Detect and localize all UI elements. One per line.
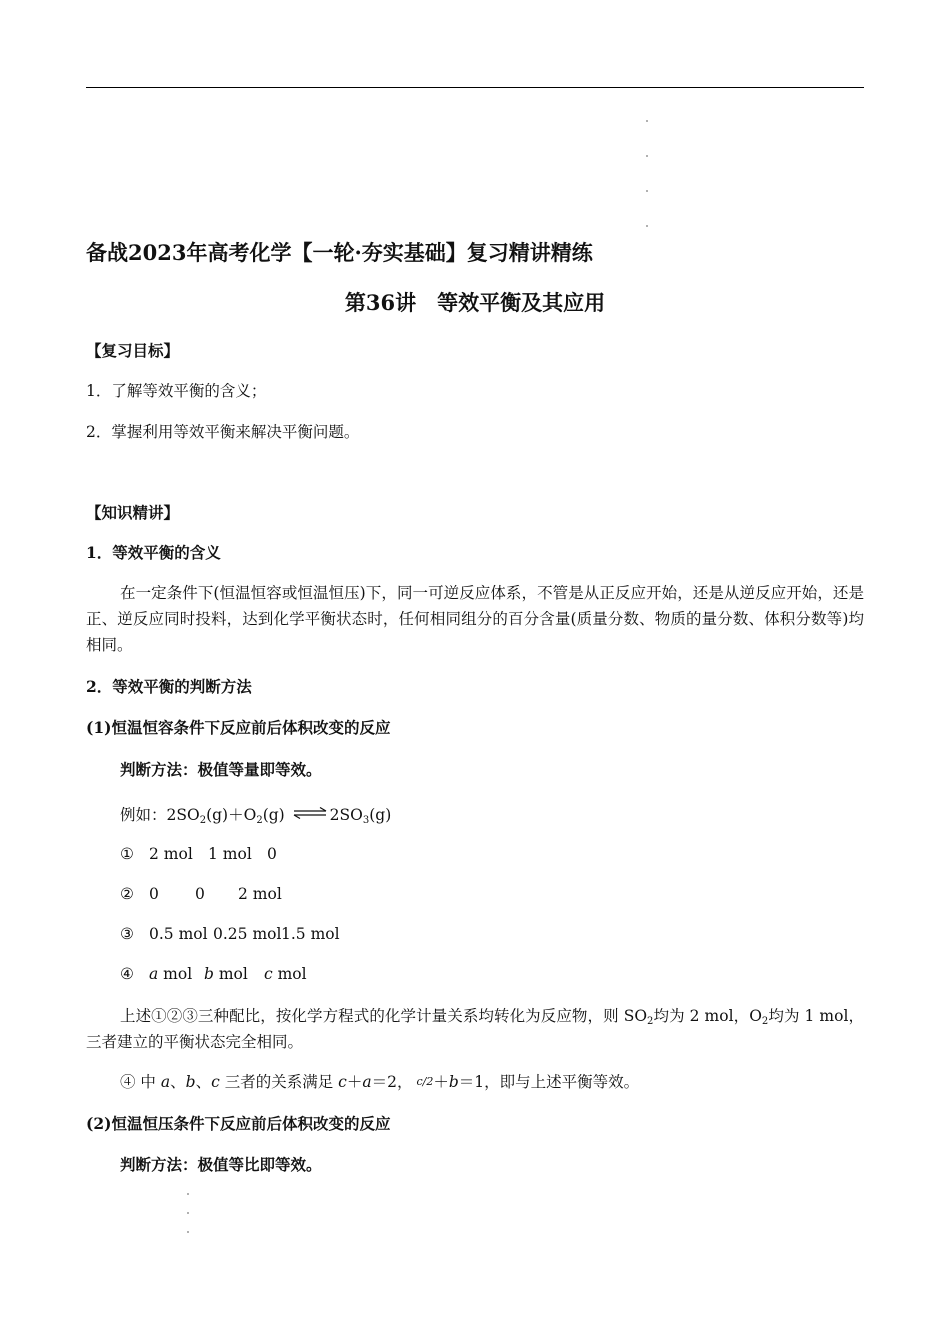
row-mark: ① (120, 845, 134, 863)
unit: mol (158, 965, 193, 983)
subscript: 2 (761, 1016, 769, 1027)
review-goals-heading: 【复习目标】 (86, 341, 180, 360)
eq-term: (g) (369, 806, 392, 824)
text: ＝1，即与上述平衡等效。 (458, 1073, 640, 1091)
conclusion-text: 上述①②③三种配比，按化学方程式的化学计量关系均转化为反应物，则 SO (120, 1007, 648, 1025)
ratio-row (120, 963, 307, 985)
var-c: c (211, 1073, 220, 1091)
section-1-heading: 1．等效平衡的含义 (86, 543, 221, 562)
var-a: a (160, 1073, 171, 1091)
subscript: 2 (647, 1016, 654, 1027)
var-a: a (149, 965, 159, 983)
text: ＝2， (371, 1073, 413, 1091)
amount-o2: 0.25 mol (213, 925, 282, 943)
decor-dot (187, 1212, 189, 1214)
var-b: b (185, 1073, 196, 1091)
decor-dot (187, 1231, 189, 1233)
goal-item: 1．了解等效平衡的含义； (86, 382, 267, 400)
eq-term: 2SO (329, 806, 363, 824)
goal-item: 2．掌握利用等效平衡来解决平衡问题。 (86, 423, 360, 441)
section-2b-method: 判断方法：极值等比即等效。 (120, 1155, 322, 1174)
conclusion-text: 均为 1 mol，三者建立的平衡状态完全相同。 (86, 1007, 864, 1051)
ratio-row (120, 883, 282, 905)
row-mark: ② (120, 885, 134, 903)
unit: mol (213, 965, 248, 983)
decor-dot (646, 190, 648, 192)
amount-o2: 0 (195, 885, 205, 903)
var-c: c (338, 1073, 347, 1091)
decor-dot (187, 1193, 189, 1195)
amount-o2: 1 mol (208, 845, 252, 863)
decor-dot (646, 120, 648, 122)
amount-so3: 2 mol (238, 885, 282, 903)
section-1-paragraph: 在一定条件下(恒温恒容或恒温恒压)下，同一可逆反应体系，不管是从正反应开始，还是从逆反应开始，还是正、逆反应同时投料，达到化学平衡状态时，任何相同组分的百分含量(质量分数、物质的量分数、体积分数等)均相同。 (86, 584, 864, 654)
text: ＋ (433, 1073, 449, 1091)
amount-so2: 2 mol (149, 845, 193, 863)
conclusion-text: 均为 2 mol，O (653, 1007, 762, 1025)
eq-term: 2SO (166, 806, 200, 824)
condition-line (120, 1071, 639, 1093)
unit: mol (272, 965, 307, 983)
decor-dot (646, 155, 648, 157)
eq-term: (g) (262, 806, 285, 824)
row-mark: ③ (120, 925, 134, 943)
text: ④ 中 (120, 1073, 161, 1091)
section-2a-method: 判断方法：极值等量即等效。 (120, 760, 322, 779)
lecture-title: 第36讲 等效平衡及其应用 (344, 290, 606, 315)
var-b: b (204, 965, 214, 983)
ratio-row (120, 923, 340, 945)
text: 、 (195, 1073, 212, 1091)
eq-subscript: 2 (256, 815, 263, 826)
amount-so3: 0 (267, 845, 277, 863)
var-a: a (362, 1073, 372, 1091)
section-2b-heading: (2)恒温恒压条件下反应前后体积改变的反应 (86, 1114, 391, 1133)
decor-dot (646, 225, 648, 227)
amount-so3: 1.5 mol (281, 925, 340, 943)
row-mark: ④ (120, 965, 134, 983)
eq-term: (g)＋O (206, 806, 257, 824)
reversible-arrow-icon (293, 803, 327, 815)
text: ＋ (346, 1073, 363, 1091)
document-title: 备战2023年高考化学【一轮·夯实基础】复习精讲精练 (86, 240, 593, 265)
example-prefix: 例如： (120, 806, 167, 824)
eq-subscript: 3 (362, 815, 370, 826)
text: 三者的关系满足 (219, 1073, 339, 1091)
section-2a-heading: (1)恒温恒容条件下反应前后体积改变的反应 (86, 718, 391, 737)
header-rule (86, 87, 864, 88)
example-equation (120, 803, 391, 826)
fraction-c-over-2: c/2 (416, 1075, 434, 1088)
amount-so2: 0.5 mol (149, 925, 208, 943)
conclusion-paragraph (86, 1003, 864, 1055)
ratio-row (120, 843, 277, 865)
text: 、 (170, 1073, 186, 1091)
eq-subscript: 2 (199, 815, 207, 826)
amount-so2: 0 (149, 885, 159, 903)
var-b: b (448, 1073, 459, 1091)
section-2-heading: 2．等效平衡的判断方法 (86, 677, 252, 696)
knowledge-heading: 【知识精讲】 (86, 503, 180, 522)
var-c: c (264, 965, 273, 983)
